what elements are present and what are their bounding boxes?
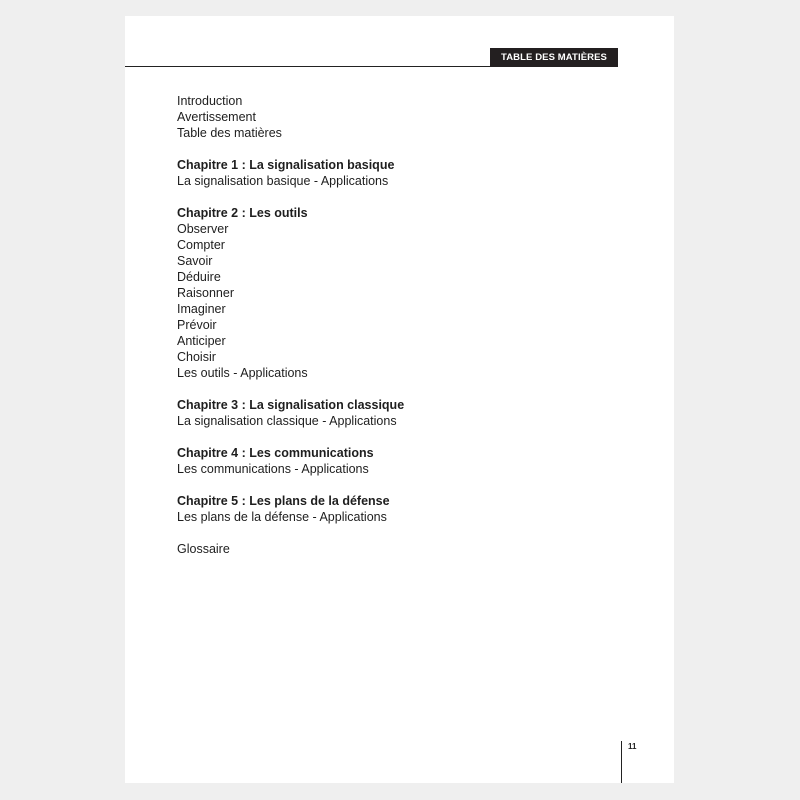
header-rule	[125, 66, 491, 67]
toc-entry: Glossaire	[177, 542, 230, 556]
table-of-contents	[177, 93, 404, 557]
toc-entry: Avertissement	[177, 110, 256, 124]
page-number: 11	[628, 742, 637, 751]
toc-chapter-heading: Chapitre 4 : Les communications	[177, 446, 374, 460]
toc-chapter-heading: Chapitre 5 : Les plans de la défense	[177, 494, 390, 508]
toc-entry: Les plans de la défense - Applications	[177, 510, 387, 524]
document-page	[125, 16, 674, 783]
toc-chapter-heading: Chapitre 3 : La signalisation classique	[177, 398, 405, 412]
toc-entry: Compter	[177, 238, 225, 252]
toc-entry: Raisonner	[177, 286, 234, 300]
toc-entry: Choisir	[177, 350, 216, 364]
toc-entry: Les communications - Applications	[177, 462, 369, 476]
toc-entry: Imaginer	[177, 302, 226, 316]
toc-entry: Déduire	[177, 270, 221, 284]
toc-entry: La signalisation basique - Applications	[177, 174, 389, 188]
toc-chapter-heading: Chapitre 2 : Les outils	[177, 206, 308, 220]
footer-rule	[621, 741, 622, 783]
toc-entry: Savoir	[177, 254, 213, 268]
toc-spacer	[177, 141, 404, 157]
toc-entry: Anticiper	[177, 334, 226, 348]
toc-entry: La signalisation classique - Applications	[177, 414, 397, 428]
toc-spacer	[177, 477, 404, 493]
toc-spacer	[177, 189, 404, 205]
toc-entry: Les outils - Applications	[177, 366, 308, 380]
toc-spacer	[177, 525, 404, 541]
toc-entry: Table des matières	[177, 126, 282, 140]
toc-entry: Introduction	[177, 94, 243, 108]
toc-entry: Prévoir	[177, 318, 217, 332]
toc-entry: Observer	[177, 222, 229, 236]
section-label: TABLE DES MATIÈRES	[490, 48, 618, 67]
toc-spacer	[177, 381, 404, 397]
toc-chapter-heading: Chapitre 1 : La signalisation basique	[177, 158, 395, 172]
toc-spacer	[177, 429, 404, 445]
